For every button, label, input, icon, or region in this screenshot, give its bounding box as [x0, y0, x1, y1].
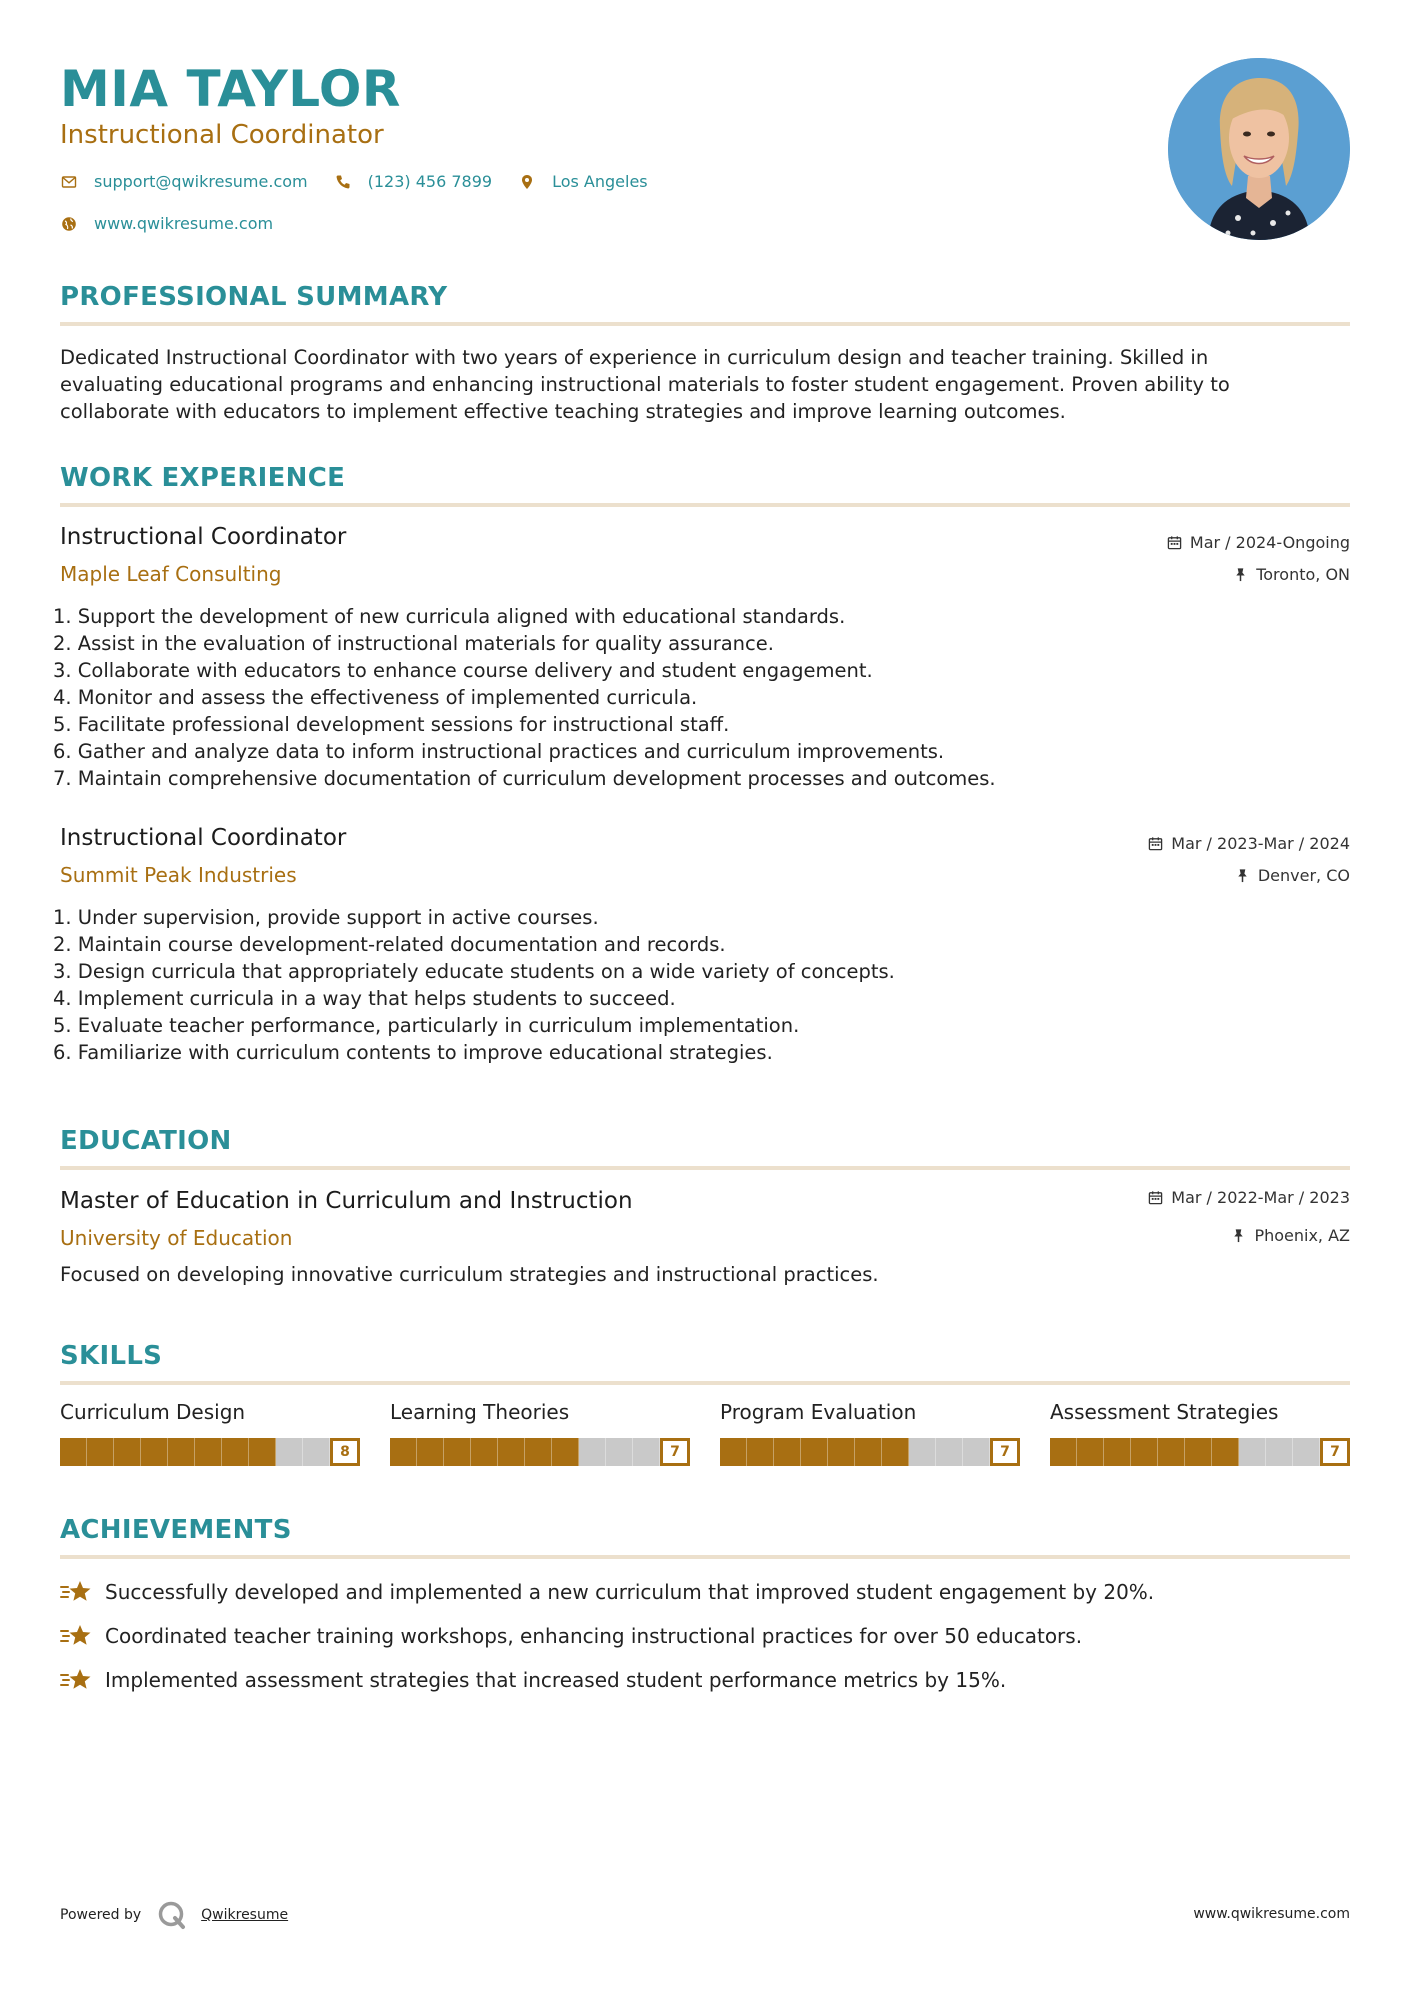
skill-segment-empty: [579, 1438, 606, 1466]
skill-segment-filled: [60, 1438, 87, 1466]
duty-item: 4. Monitor and assess the effectiveness of implemented curricula.: [53, 686, 698, 709]
website-text: www.qwikresume.com: [94, 214, 274, 233]
candidate-title: Instructional Coordinator: [60, 120, 384, 150]
section-title-experience: WORK EXPERIENCE: [60, 463, 346, 493]
skill-segment-filled: [801, 1438, 828, 1466]
skill-segment-filled: [828, 1438, 855, 1466]
skill-segment-empty: [276, 1438, 303, 1466]
skill-segment-empty: [303, 1438, 330, 1466]
duty-item: 7. Maintain comprehensive documentation of curriculum development processes and outcomes.: [53, 767, 996, 790]
shooting-star-icon: [60, 1665, 92, 1695]
skill-segment-filled: [1131, 1438, 1158, 1466]
skill-segment-filled: [1185, 1438, 1212, 1466]
education-description: Focused on developing innovative curriculum strategies and instructional practices.: [60, 1263, 879, 1286]
summary-line: evaluating educational programs and enhancing instructional materials to foster student engagement. Proven ability to: [60, 373, 1230, 396]
skill-name: Assessment Strategies: [1050, 1400, 1279, 1424]
location-text: Los Angeles: [552, 172, 648, 191]
skill-item: [60, 1400, 360, 1466]
achievement-item: [60, 1577, 1154, 1607]
skill-score: 8: [330, 1438, 360, 1466]
duty-item: 6. Gather and analyze data to inform instructional practices and curriculum improvements.: [53, 740, 945, 763]
qwikresume-logo-icon: [157, 1900, 187, 1930]
calendar-icon: [1148, 836, 1163, 851]
duty-item: 2. Assist in the evaluation of instructional materials for quality assurance.: [53, 632, 774, 655]
shooting-star-icon: [60, 1577, 92, 1607]
pushpin-icon: [1231, 1228, 1246, 1243]
skill-segment-empty: [1266, 1438, 1293, 1466]
calendar-icon: [1148, 1190, 1163, 1205]
contact-email[interactable]: [60, 172, 308, 191]
job-location-text: Denver, CO: [1257, 866, 1350, 885]
contact-website[interactable]: [60, 214, 273, 233]
pushpin-icon: [1235, 868, 1250, 883]
job-company: Summit Peak Industries: [60, 863, 297, 887]
skill-segment-empty: [936, 1438, 963, 1466]
duty-item: 1. Support the development of new curricula aligned with educational standards.: [53, 605, 846, 628]
education-school: University of Education: [60, 1226, 293, 1250]
skill-segment-filled: [114, 1438, 141, 1466]
skill-score: 7: [660, 1438, 690, 1466]
skill-segment-filled: [168, 1438, 195, 1466]
envelope-icon: [60, 173, 78, 191]
job-role: Instructional Coordinator: [60, 825, 347, 851]
skill-segment-empty: [1239, 1438, 1266, 1466]
achievement-item: [60, 1665, 1006, 1695]
duty-item: 5. Facilitate professional development sessions for instructional staff.: [53, 713, 730, 736]
duty-item: 2. Maintain course development-related documentation and records.: [53, 933, 726, 956]
skill-bar: [60, 1438, 360, 1466]
footer-powered-by: [60, 1900, 288, 1930]
map-pin-icon: [518, 173, 536, 191]
skill-segment-filled: [1158, 1438, 1185, 1466]
duty-item: 3. Collaborate with educators to enhance course delivery and student engagement.: [53, 659, 873, 682]
duty-item: 4. Implement curricula in a way that helps students to succeed.: [53, 987, 676, 1010]
contact-row-web: [60, 214, 299, 233]
skill-score: 7: [990, 1438, 1020, 1466]
job-location-text: Toronto, ON: [1256, 565, 1350, 584]
job-role: Instructional Coordinator: [60, 524, 347, 550]
skill-segment-filled: [141, 1438, 168, 1466]
skill-segment-filled: [1104, 1438, 1131, 1466]
skill-segment-empty: [633, 1438, 660, 1466]
skill-segment-filled: [390, 1438, 417, 1466]
section-divider: [60, 1166, 1350, 1170]
section-divider: [60, 1381, 1350, 1385]
skill-segment-filled: [882, 1438, 909, 1466]
job-company: Maple Leaf Consulting: [60, 562, 282, 586]
education-dates-text: Mar / 2022-Mar / 2023: [1171, 1188, 1350, 1207]
section-title-education: EDUCATION: [60, 1126, 232, 1156]
job-location: [1233, 565, 1350, 584]
skill-item: [720, 1400, 1020, 1466]
shooting-star-icon: [60, 1621, 92, 1651]
contact-location: [518, 172, 648, 191]
achievement-item: [60, 1621, 1082, 1651]
skill-segment-filled: [222, 1438, 249, 1466]
duty-item: 1. Under supervision, provide support in active courses.: [53, 906, 599, 929]
education-location-text: Phoenix, AZ: [1254, 1226, 1350, 1245]
job-dates: [1167, 533, 1350, 552]
skill-segment-filled: [444, 1438, 471, 1466]
profile-photo: [1168, 58, 1350, 240]
skill-score: 7: [1320, 1438, 1350, 1466]
globe-icon: [60, 215, 78, 233]
skill-segment-filled: [249, 1438, 276, 1466]
pushpin-icon: [1233, 567, 1248, 582]
skill-bar: [1050, 1438, 1350, 1466]
phone-text: (123) 456 7899: [367, 172, 493, 191]
section-divider: [60, 503, 1350, 507]
skill-segment-filled: [720, 1438, 747, 1466]
powered-by-text: Powered by: [60, 1907, 142, 1923]
candidate-name: MIA TAYLOR: [60, 60, 401, 118]
calendar-icon: [1167, 535, 1182, 550]
skill-segment-empty: [606, 1438, 633, 1466]
job-duties: [53, 904, 1253, 1066]
section-divider: [60, 1555, 1350, 1559]
phone-icon: [334, 173, 352, 191]
job-dates: [1148, 834, 1350, 853]
skill-segment-filled: [87, 1438, 114, 1466]
skill-segment-filled: [417, 1438, 444, 1466]
section-divider: [60, 322, 1350, 326]
footer-website[interactable]: www.qwikresume.com: [1193, 1906, 1350, 1922]
skill-item: [390, 1400, 690, 1466]
skill-segment-filled: [498, 1438, 525, 1466]
summary-text: [60, 344, 1350, 425]
duty-item: 6. Familiarize with curriculum contents to improve educational strategies.: [53, 1041, 773, 1064]
skill-segment-filled: [195, 1438, 222, 1466]
achievement-text: Coordinated teacher training workshops, enhancing instructional practices for over 50 educators.: [105, 1624, 1083, 1648]
skill-segment-filled: [471, 1438, 498, 1466]
section-title-achievements: ACHIEVEMENTS: [60, 1515, 292, 1545]
skill-segment-filled: [1212, 1438, 1239, 1466]
skill-segment-filled: [552, 1438, 579, 1466]
skill-segment-filled: [774, 1438, 801, 1466]
duty-item: 3. Design curricula that appropriately educate students on a wide variety of concepts.: [53, 960, 895, 983]
job-dates-text: Mar / 2023-Mar / 2024: [1171, 834, 1350, 853]
duty-item: 5. Evaluate teacher performance, particularly in curriculum implementation.: [53, 1014, 800, 1037]
skill-segment-filled: [525, 1438, 552, 1466]
skill-segment-filled: [1050, 1438, 1077, 1466]
skill-name: Curriculum Design: [60, 1400, 246, 1424]
email-text: support@qwikresume.com: [94, 172, 308, 191]
contact-row: [60, 172, 674, 191]
skill-bar: [720, 1438, 1020, 1466]
skill-segment-filled: [747, 1438, 774, 1466]
education-location: [1231, 1226, 1350, 1245]
job-location: [1235, 866, 1350, 885]
section-title-summary: PROFESSIONAL SUMMARY: [60, 282, 448, 312]
job-dates-text: Mar / 2024-Ongoing: [1189, 533, 1350, 552]
summary-line: collaborate with educators to implement effective teaching strategies and improve learning outcomes.: [60, 400, 1066, 423]
qwikresume-link[interactable]: Qwikresume: [201, 1907, 289, 1923]
education-degree: Master of Education in Curriculum and Instruction: [60, 1188, 633, 1214]
skill-name: Program Evaluation: [720, 1400, 917, 1424]
achievement-text: Implemented assessment strategies that increased student performance metrics by 15%.: [105, 1668, 1007, 1692]
contact-phone[interactable]: [334, 172, 492, 191]
skill-segment-filled: [1077, 1438, 1104, 1466]
education-dates: [1148, 1188, 1350, 1207]
skill-name: Learning Theories: [390, 1400, 570, 1424]
skill-segment-empty: [963, 1438, 990, 1466]
skill-item: [1050, 1400, 1350, 1466]
skill-segment-filled: [855, 1438, 882, 1466]
job-duties: [53, 603, 1253, 792]
summary-line: Dedicated Instructional Coordinator with two years of experience in curriculum design and teacher training. Skilled in: [60, 346, 1209, 369]
section-title-skills: SKILLS: [60, 1341, 163, 1371]
skill-segment-empty: [1293, 1438, 1320, 1466]
skill-bar: [390, 1438, 690, 1466]
skill-segment-empty: [909, 1438, 936, 1466]
achievement-text: Successfully developed and implemented a new curriculum that improved student engagement by 20%.: [105, 1580, 1155, 1604]
